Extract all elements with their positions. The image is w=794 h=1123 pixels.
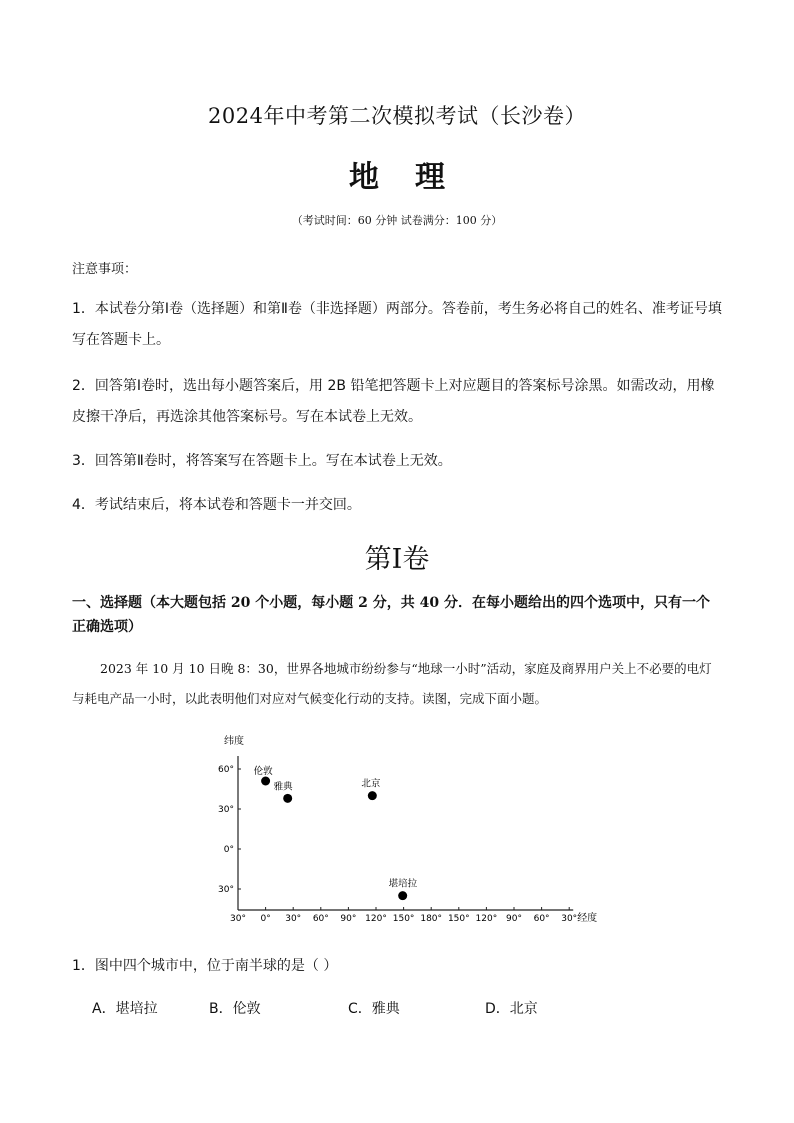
y-tick-label: 0° <box>223 845 234 855</box>
x-tick-label: 60° <box>312 914 329 924</box>
question-intro: 2023 年 10 月 10 日晚 8：30，世界各地城市纷纷参与“地球一小时”活动，家庭及商界用户关上不必要的电灯与耗电产品一小时，以此表明他们对应对气候变化行动的支持。读图，完成下面小题。 <box>72 661 712 706</box>
x-tick-label: 120° <box>475 914 498 924</box>
x-tick-label: 0° <box>260 914 271 924</box>
volume-title: 第Ⅰ卷 <box>364 544 430 575</box>
section-heading: 一、选择题（本大题包括 20 个小题，每小题 2 分，共 40 分．在每小题给出的四个选项中，只有一个正确选项） <box>72 595 710 635</box>
city-label: 堪培拉 <box>388 878 418 890</box>
x-tick-label: 30° <box>230 914 246 924</box>
chart-points <box>254 765 418 900</box>
x-tick-label: 90° <box>506 914 522 924</box>
city-point <box>261 777 270 786</box>
notice-item: 3．回答第Ⅱ卷时，将答案写在答题卡上。写在本试卷上无效。 <box>72 453 452 469</box>
y-axis-label: 纬度 <box>224 736 244 747</box>
chart-ticks <box>218 765 577 924</box>
y-tick-label: 30° <box>218 805 234 815</box>
x-tick-label: 30° <box>561 914 578 924</box>
city-point <box>283 794 292 803</box>
x-tick-label: 30° <box>285 914 302 924</box>
y-tick-label: 60° <box>218 765 234 775</box>
subject-char: 理 <box>415 160 445 195</box>
x-axis-label: 经度 <box>577 913 598 924</box>
notice-heading: 注意事项： <box>72 262 138 277</box>
city-label: 雅典 <box>273 781 293 793</box>
city-point <box>368 791 377 800</box>
x-tick-label: 150° <box>447 914 470 924</box>
x-tick-label: 120° <box>365 914 387 924</box>
subject-title <box>0 152 794 196</box>
option-b[interactable]: B．伦敦 <box>209 1001 261 1017</box>
notice-item: 1．本试卷分第Ⅰ卷（选择题）和第Ⅱ卷（非选择题）两部分。答卷前，考生务必将自己的姓名、准考证号填写在答题卡上。 <box>72 301 722 348</box>
city-label: 北京 <box>361 778 381 790</box>
option-a[interactable]: A．堪培拉 <box>92 1001 158 1017</box>
x-tick-label: 60° <box>533 914 550 924</box>
chart-axes <box>224 734 597 924</box>
exam-info: （考试时间：60 分钟 试卷满分：100 分） <box>291 214 503 227</box>
question-1-stem: 1．图中四个城市中，位于南半球的是（ ） <box>72 958 338 974</box>
option-d[interactable]: D．北京 <box>485 1001 538 1017</box>
option-c[interactable]: C．雅典 <box>348 1001 400 1017</box>
x-tick-label: 150° <box>392 914 415 924</box>
notice-item: 4．考试结束后，将本试卷和答题卡一并交回。 <box>72 497 361 513</box>
exam-title: 2024年中考第二次模拟考试（长沙卷） <box>208 104 586 128</box>
x-tick-label: 180° <box>420 914 443 924</box>
subject-char: 地 <box>349 160 379 195</box>
city-label: 伦敦 <box>253 766 273 777</box>
y-tick-label: 30° <box>218 885 234 895</box>
city-point <box>398 891 407 900</box>
x-tick-label: 90° <box>340 914 357 924</box>
notice-item: 2．回答第Ⅰ卷时，选出每小题答案后，用 2B 铅笔把答题卡上对应题目的答案标号涂黑。如需改动，用橡皮擦干净后，再选涂其他答案标号。写在本试卷上无效。 <box>72 378 715 425</box>
city-location-chart <box>200 728 598 933</box>
